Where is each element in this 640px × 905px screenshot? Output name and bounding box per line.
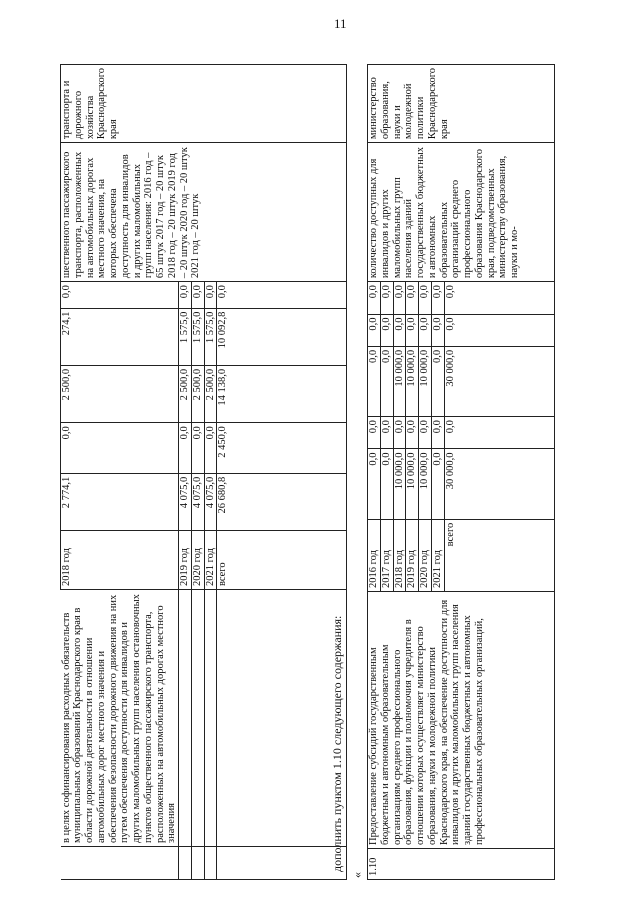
upper-local-3: 1 575,0 xyxy=(204,308,217,365)
upper-other-4: 0,0 xyxy=(217,282,347,308)
upper-local-0: 274,1 xyxy=(61,308,179,365)
upper-total-3: 4 075,0 xyxy=(204,473,217,530)
lower-year-2: 2018 год xyxy=(393,519,406,591)
upper-local-1: 1 575,0 xyxy=(179,308,192,365)
lower-year-5: 2021 год xyxy=(431,519,444,591)
rotated-page-content xyxy=(60,40,620,880)
lower-federal-1: 0,0 xyxy=(380,417,393,449)
upper-regional-0: 2 500,0 xyxy=(61,365,179,422)
lower-federal-6: 0,0 xyxy=(444,417,554,449)
lower-other-3: 0,0 xyxy=(406,282,419,314)
upper-federal-4: 2 450,0 xyxy=(217,423,347,473)
upper-federal-3: 0,0 xyxy=(204,423,217,473)
lower-row-number: 1.10 xyxy=(368,849,555,880)
page-number: 11 xyxy=(334,16,347,31)
lower-year-total: всего xyxy=(444,519,554,591)
upper-local-2: 1 575,0 xyxy=(191,308,204,365)
upper-regional-4: 14 138,0 xyxy=(217,365,347,422)
upper-regional-2: 2 500,0 xyxy=(191,365,204,422)
lower-year-3: 2019 год xyxy=(406,519,419,591)
upper-year-1: 2019 год xyxy=(179,531,192,590)
upper-executor: транспорта и дорожного хозяйства Краснодарского края xyxy=(61,65,347,143)
lower-total-4: 10 000,0 xyxy=(419,449,432,519)
lower-other-6: 0,0 xyxy=(444,282,554,314)
lower-federal-5: 0,0 xyxy=(431,417,444,449)
lower-year-1: 2017 год xyxy=(380,519,393,591)
lower-regional-1: 0,0 xyxy=(380,346,393,416)
lower-federal-4: 0,0 xyxy=(419,417,432,449)
upper-total-4: 26 680,8 xyxy=(217,473,347,530)
lower-result: количество доступных для инвалидов и других маломобильных групп населения зданий государственных бюджетных и автономных образовательных организаций среднего профессионального образования Краснодарского края, подведомственных министерству образования, науки и мо- xyxy=(368,143,555,282)
upper-federal-2: 0,0 xyxy=(191,423,204,473)
lower-regional-0: 0,0 xyxy=(368,346,381,416)
lower-regional-3: 10 000,0 xyxy=(406,346,419,416)
lower-total-3: 10 000,0 xyxy=(406,449,419,519)
upper-year-0: 2018 год xyxy=(61,531,179,590)
intro-text: дополнить пунктом 1.10 следующего содержания: xyxy=(330,615,344,872)
upper-local-4: 10 092,8 xyxy=(217,308,347,365)
lower-year-0: 2016 год xyxy=(368,519,381,591)
upper-total-2: 4 075,0 xyxy=(191,473,204,530)
lower-regional-6: 30 000,0 xyxy=(444,346,554,416)
lower-regional-5: 0,0 xyxy=(431,346,444,416)
upper-result: шественного пассажирского транспорта, расположенных на автомобильных дорогах местного значения, на которых обеспечена доступность для инвалидов и других маломобильных групп населения: 2016 год – 65 штук 2017 год – 20 штук 2018 год – 20 штук 2019 год – 20 штук 2020 год – 20 штук 2021 год – 20 штук xyxy=(61,143,347,282)
upper-federal-0: 0,0 xyxy=(61,423,179,473)
lower-total-5: 0,0 xyxy=(431,449,444,519)
lower-other-5: 0,0 xyxy=(431,282,444,314)
upper-other-0: 0,0 xyxy=(61,282,179,308)
lower-local-2: 0,0 xyxy=(393,314,406,346)
lower-federal-0: 0,0 xyxy=(368,417,381,449)
lower-other-4: 0,0 xyxy=(419,282,432,314)
lower-local-6: 0,0 xyxy=(444,314,554,346)
upper-federal-1: 0,0 xyxy=(179,423,192,473)
upper-regional-1: 2 500,0 xyxy=(179,365,192,422)
upper-other-1: 0,0 xyxy=(179,282,192,308)
upper-other-3: 0,0 xyxy=(204,282,217,308)
lower-local-0: 0,0 xyxy=(368,314,381,346)
lower-local-3: 0,0 xyxy=(406,314,419,346)
lower-local-4: 0,0 xyxy=(419,314,432,346)
lower-total-0: 0,0 xyxy=(368,449,381,519)
upper-total-0: 2 774,1 xyxy=(61,473,179,530)
upper-total-1: 4 075,0 xyxy=(179,473,192,530)
upper-description: в целях софинансирования расходных обязательств муниципальных образований Краснодарского края в области дорожной деятельности в отношении автомобильных дорог местного значения и обеспечения безопасности дорожного движения на них путем обеспечения доступности для инвалидов и других маломобильных групп населения остановочных пунктов общественного пассажирского транспорта, расположенных на автомобильных дорогах местного значения xyxy=(61,590,179,847)
quote-mark: « xyxy=(350,872,364,878)
lower-table xyxy=(367,64,555,880)
lower-local-1: 0,0 xyxy=(380,314,393,346)
upper-regional-3: 2 500,0 xyxy=(204,365,217,422)
lower-regional-4: 10 000,0 xyxy=(419,346,432,416)
lower-total-6: 30 000,0 xyxy=(444,449,554,519)
lower-federal-3: 0,0 xyxy=(406,417,419,449)
upper-year-total: всего xyxy=(217,531,347,590)
lower-description: Предоставление субсидий государственным бюджетным и автономным образовательным организациям среднего профессионального образования, функции и полномочия учредителя в отношении которых осуществляет министерство образования, науки и молодежной политики Краснодарского края, на обеспечение доступности для инвалидов и других маломобильных групп населения зданий государственных бюджетных и автономных профессиональных образовательных организаций, xyxy=(368,592,555,849)
upper-year-3: 2021 год xyxy=(204,531,217,590)
lower-local-5: 0,0 xyxy=(431,314,444,346)
upper-year-2: 2020 год xyxy=(191,531,204,590)
lower-total-1: 0,0 xyxy=(380,449,393,519)
lower-year-4: 2020 год xyxy=(419,519,432,591)
upper-other-2: 0,0 xyxy=(191,282,204,308)
lower-federal-2: 0,0 xyxy=(393,417,406,449)
lower-other-0: 0,0 xyxy=(368,282,381,314)
lower-other-2: 0,0 xyxy=(393,282,406,314)
lower-regional-2: 10 000,0 xyxy=(393,346,406,416)
upper-table xyxy=(60,64,347,880)
lower-other-1: 0,0 xyxy=(380,282,393,314)
lower-total-2: 10 000,0 xyxy=(393,449,406,519)
lower-executor: министерство образования, науки и молодежной политики Краснодарского края xyxy=(368,65,555,143)
